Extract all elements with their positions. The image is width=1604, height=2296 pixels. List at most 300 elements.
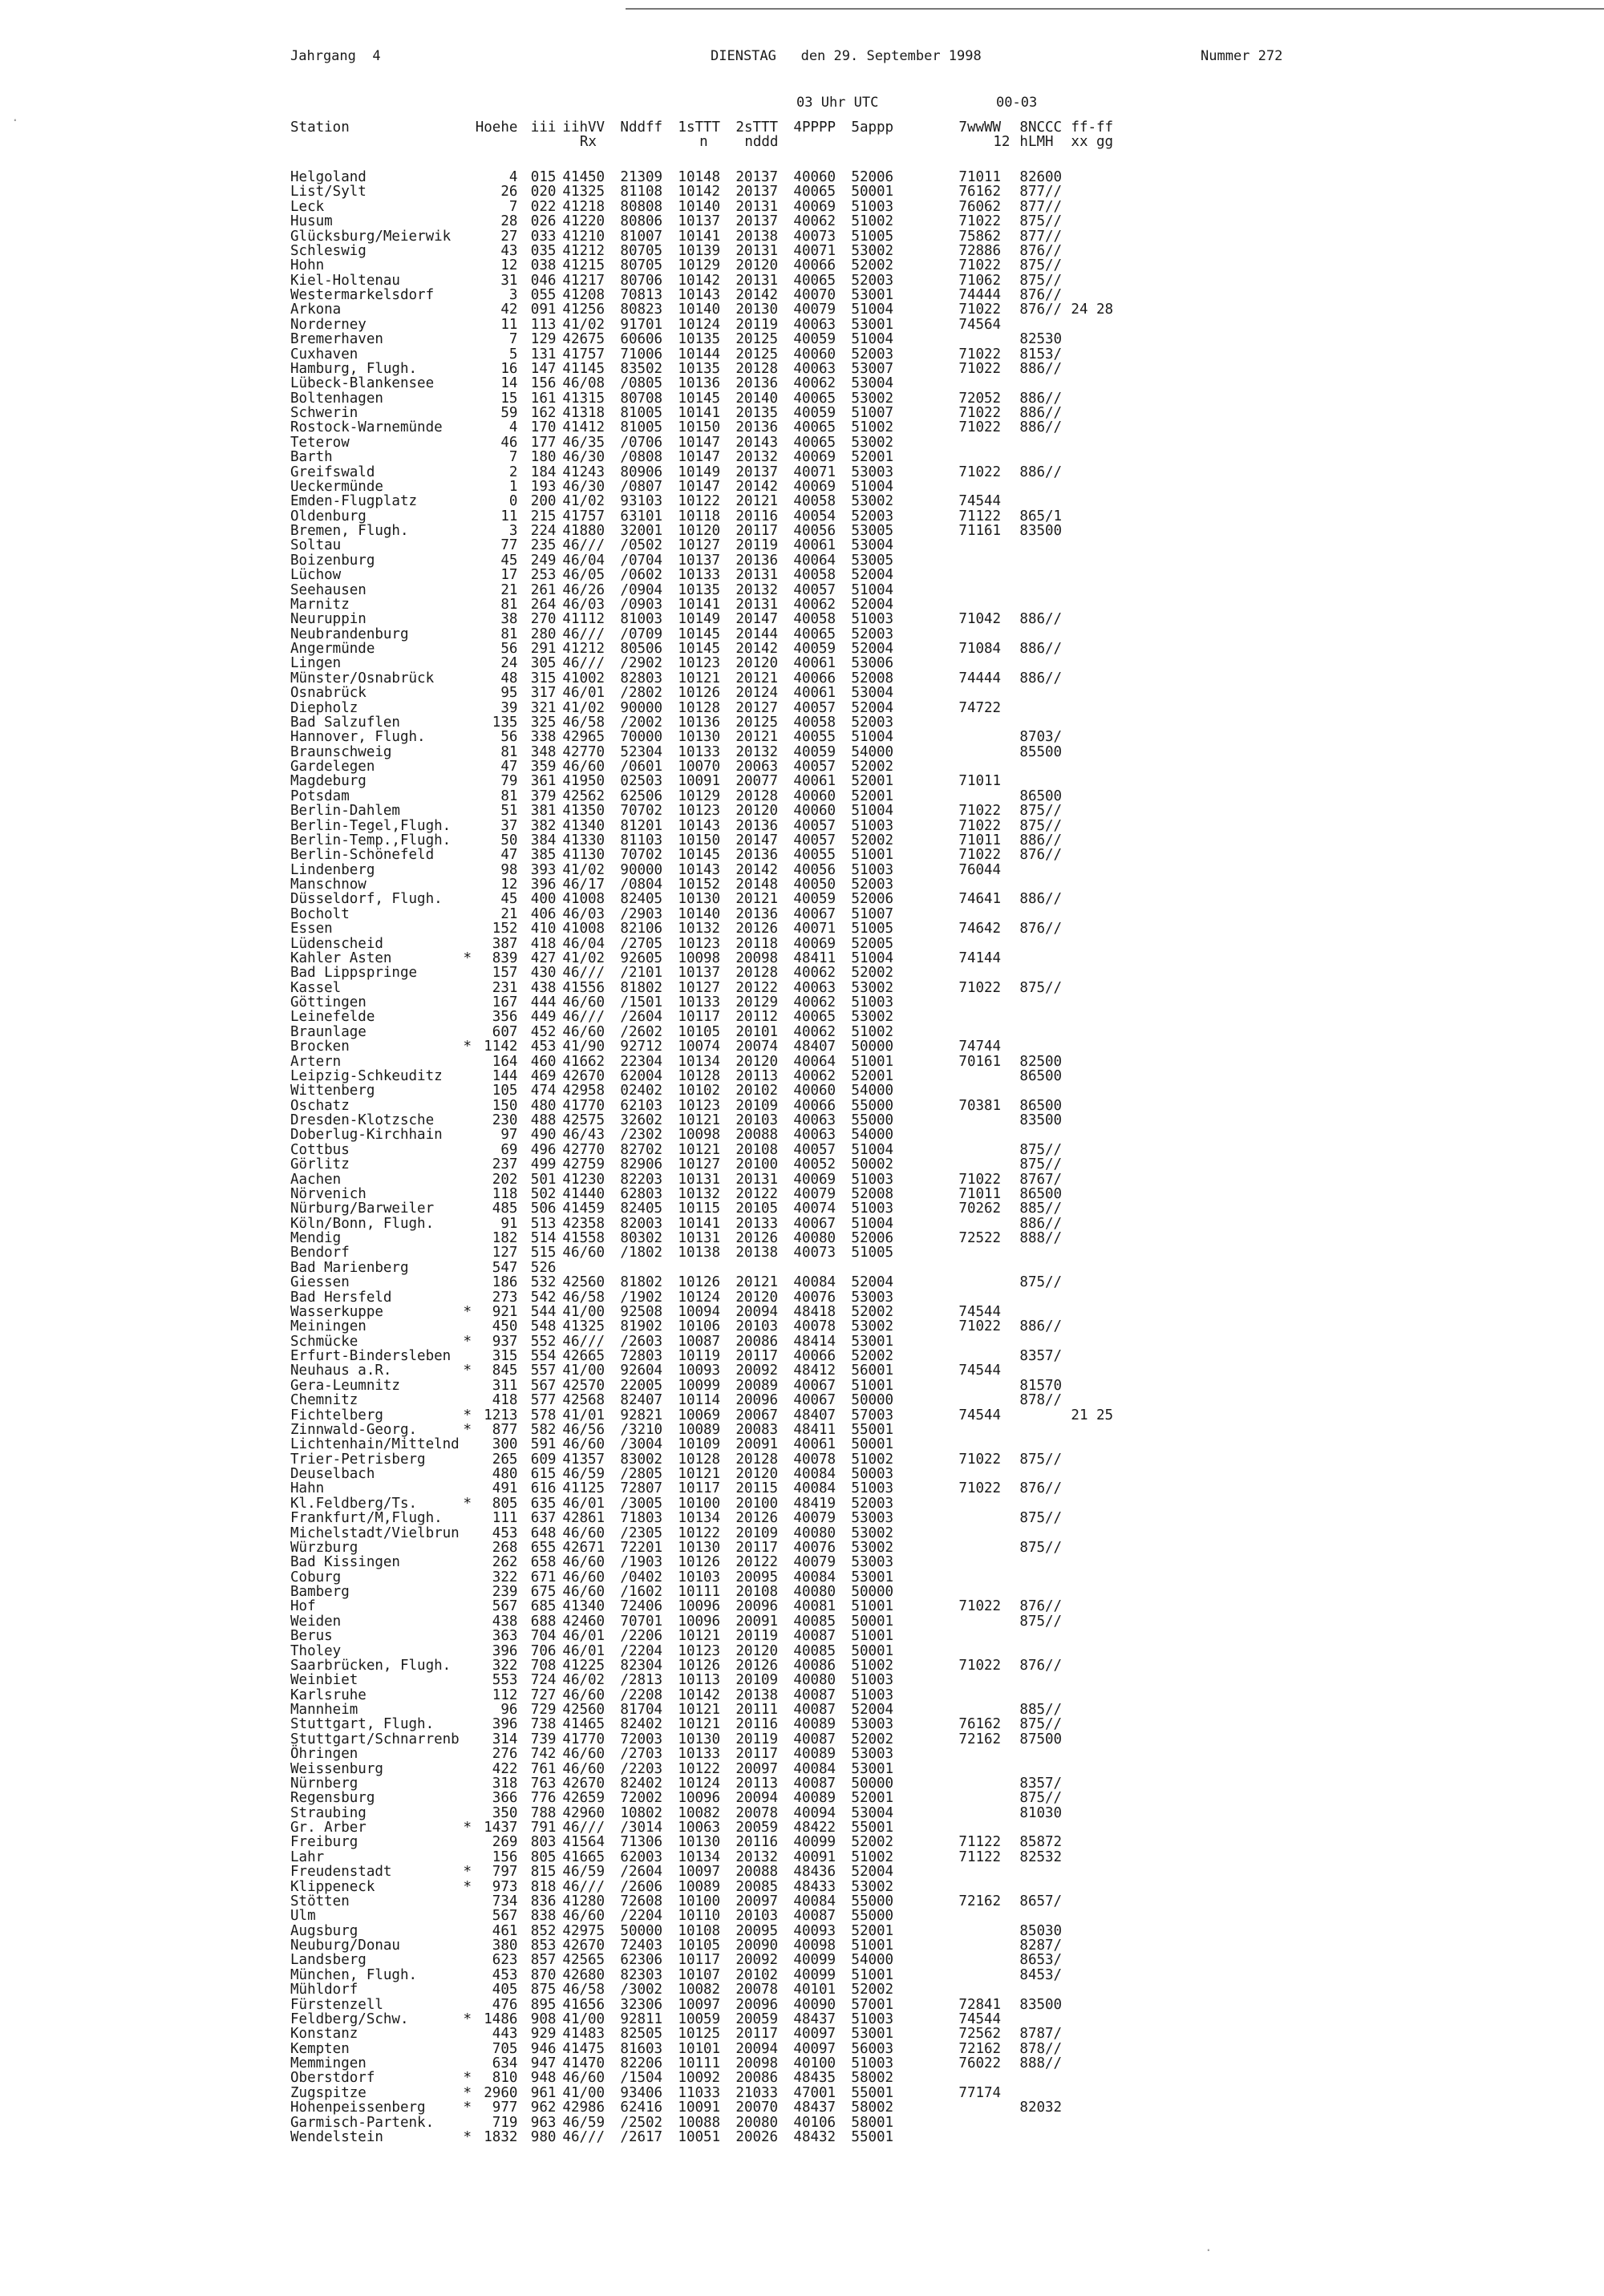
station-name: Kassel <box>290 979 342 996</box>
group-clouds <box>1019 1909 1071 1923</box>
group-weather <box>958 1143 1019 1157</box>
group-weather <box>958 2071 1019 2085</box>
station-marker <box>460 1982 476 1997</box>
group-weather: 71011 <box>958 1185 1002 1202</box>
station-index: 557 <box>530 1363 557 1379</box>
group-clouds: 876// <box>1019 1657 1063 1674</box>
group-temp: 10118 <box>678 508 721 524</box>
group-ihvv: 41950 <box>562 773 606 790</box>
group-weather: 71042 <box>958 611 1002 628</box>
station-name: Wasserkuppe <box>290 1303 383 1320</box>
station-height: 567 <box>492 1908 518 1925</box>
group-weather <box>958 1496 1019 1511</box>
group-dewpoint: 20125 <box>735 714 779 731</box>
group-temp: 10124 <box>678 1289 721 1306</box>
station-name: Teterow <box>290 434 350 451</box>
group-weather: 71022 <box>958 803 1002 820</box>
group-temp: 10128 <box>678 699 721 716</box>
group-nddff: 92604 <box>620 1363 663 1379</box>
group-temp: 10139 <box>678 242 721 259</box>
group-clouds: 81570 <box>1019 1377 1063 1394</box>
group-weather <box>958 1511 1019 1525</box>
group-nddff: 70000 <box>620 729 663 746</box>
group-weather <box>958 1541 1019 1555</box>
group-nddff: 92712 <box>620 1039 663 1055</box>
group-ihvv: 41564 <box>562 1834 606 1851</box>
station-marker <box>460 937 476 951</box>
group-temp: 10130 <box>678 729 721 746</box>
group-weather: 72162 <box>958 2040 1002 2057</box>
group-dewpoint: 20136 <box>735 847 779 864</box>
group-gusts <box>1071 995 1128 1010</box>
station-index: 022 <box>530 198 557 215</box>
group-dewpoint: 20131 <box>735 1171 779 1188</box>
group-pressure: 40078 <box>793 1451 836 1468</box>
group-ihvv: 42562 <box>562 788 606 804</box>
table-row <box>290 2071 1128 2085</box>
group-pressure: 40085 <box>793 1613 836 1630</box>
station-index: 379 <box>530 788 557 804</box>
col-g1: iihVV <box>562 119 606 136</box>
group-tendency: 55000 <box>851 1893 894 1909</box>
station-height: 7 <box>508 449 518 466</box>
group-tendency: 51001 <box>851 1377 894 1394</box>
group-tendency: 51003 <box>851 1201 894 1217</box>
group-ihvv: 41112 <box>562 611 606 628</box>
station-marker <box>460 1055 476 1069</box>
group-pressure: 40064 <box>793 552 836 569</box>
station-name: Seehausen <box>290 581 367 598</box>
group-dewpoint: 20138 <box>735 228 779 245</box>
table-row <box>290 1069 1128 1083</box>
station-name: Essen <box>290 921 333 937</box>
group-dewpoint: 20119 <box>735 537 779 554</box>
group-dewpoint: 20129 <box>735 994 779 1010</box>
station-index: 948 <box>530 2070 557 2087</box>
station-index: 469 <box>530 1067 557 1084</box>
station-name: Braunlage <box>290 1023 367 1040</box>
table-row <box>290 907 1128 921</box>
group-temp: 10122 <box>678 1760 721 1777</box>
group-gusts <box>1071 1128 1128 1142</box>
table-row <box>290 538 1128 553</box>
station-marker <box>460 362 476 376</box>
group-nddff: 82203 <box>620 1171 663 1188</box>
station-index: 235 <box>530 537 557 554</box>
group-nddff: /0807 <box>620 478 663 495</box>
group-weather <box>958 2100 1019 2115</box>
station-index: 852 <box>530 1922 557 1939</box>
group-nddff: 22304 <box>620 1053 663 1070</box>
station-name: Michelstadt/Vielbrun <box>290 1525 460 1541</box>
table-row <box>290 1880 1128 1894</box>
station-name: Straubing <box>290 1804 367 1821</box>
group-gusts <box>1071 1820 1128 1835</box>
station-name: Karlsruhe <box>290 1687 367 1703</box>
group-dewpoint: 20116 <box>735 1716 779 1733</box>
group-temp: 10121 <box>678 1702 721 1718</box>
group-weather: 71022 <box>958 346 1002 362</box>
group-temp: 10126 <box>678 1274 721 1291</box>
station-marker <box>460 1658 476 1673</box>
group-nddff: /0704 <box>620 552 663 569</box>
group-gusts <box>1071 877 1128 892</box>
station-index: 506 <box>530 1201 557 1217</box>
station-name: Stötten <box>290 1893 350 1909</box>
group-pressure: 40093 <box>793 1922 836 1939</box>
group-weather <box>958 1526 1019 1541</box>
group-weather <box>958 1703 1019 1717</box>
station-name: Schmücke <box>290 1333 358 1350</box>
group-ihvv: 41008 <box>562 891 606 908</box>
station-index: 578 <box>530 1407 557 1423</box>
group-dewpoint: 20131 <box>735 272 779 289</box>
group-temp: 10091 <box>678 773 721 790</box>
group-temp: 10121 <box>678 1716 721 1733</box>
station-index: 836 <box>530 1893 557 1909</box>
station-name: Angermünde <box>290 641 375 657</box>
group-tendency: 51003 <box>851 2055 894 2071</box>
station-index: 706 <box>530 1642 557 1659</box>
station-name: Würzburg <box>290 1539 358 1556</box>
table-row <box>290 2042 1128 2056</box>
group-dewpoint: 20131 <box>735 242 779 259</box>
station-marker: * <box>463 1303 472 1320</box>
group-clouds <box>1019 877 1071 892</box>
group-gusts <box>1071 2042 1128 2056</box>
station-height: 31 <box>500 272 518 289</box>
group-nddff: /2208 <box>620 1687 663 1703</box>
group-pressure: 40069 <box>793 1171 836 1188</box>
station-name: Schwerin <box>290 405 358 421</box>
group-tendency: 53004 <box>851 1804 894 1821</box>
group-clouds: 82032 <box>1019 2100 1063 2116</box>
table-row <box>290 597 1128 612</box>
group-ihvv: 46/30 <box>562 449 606 466</box>
station-marker <box>460 804 476 818</box>
group-gusts <box>1071 1467 1128 1481</box>
group-nddff: 80506 <box>620 641 663 657</box>
group-clouds: 875// <box>1019 1790 1063 1807</box>
group-tendency: 53005 <box>851 552 894 569</box>
station-marker <box>460 1128 476 1142</box>
group-gusts <box>1071 1305 1128 1319</box>
group-nddff: 32001 <box>620 523 663 539</box>
station-name: Boizenburg <box>290 552 375 569</box>
group-pressure: 48436 <box>793 1864 836 1881</box>
group-clouds: 86500 <box>1019 788 1063 804</box>
group-weather <box>958 907 1019 921</box>
group-tendency: 53002 <box>851 493 894 510</box>
station-marker <box>460 656 476 670</box>
group-ihvv: 46/59 <box>562 1466 606 1482</box>
station-height: 157 <box>492 965 518 982</box>
station-name: Schleswig <box>290 242 367 259</box>
station-index: 253 <box>530 567 557 584</box>
group-dewpoint: 20080 <box>735 2114 779 2131</box>
group-nddff: /1602 <box>620 1584 663 1600</box>
group-gusts: 21 25 <box>1071 1407 1114 1423</box>
group-tendency: 53007 <box>851 360 894 377</box>
group-gusts <box>1071 332 1128 346</box>
station-index: 875 <box>530 1982 557 1998</box>
group-nddff: 10802 <box>620 1804 663 1821</box>
station-name: Feldberg/Schw. <box>290 2011 409 2027</box>
group-nddff: 62004 <box>620 1067 663 1084</box>
group-pressure: 40059 <box>793 743 836 760</box>
group-dewpoint: 20108 <box>735 1584 779 1600</box>
station-index: 291 <box>530 641 557 657</box>
group-dewpoint: 20142 <box>735 861 779 878</box>
group-gusts <box>1071 273 1128 288</box>
station-index: 980 <box>530 2128 557 2145</box>
group-ihvv: 41465 <box>562 1716 606 1733</box>
group-ihvv: 42975 <box>562 1922 606 1939</box>
station-height: 318 <box>492 1775 518 1792</box>
group-tendency: 52002 <box>851 257 894 274</box>
group-clouds <box>1019 1437 1071 1452</box>
station-name: List/Sylt <box>290 184 367 200</box>
station-index: 738 <box>530 1716 557 1733</box>
group-weather <box>958 715 1019 730</box>
station-marker <box>460 332 476 346</box>
station-index: 381 <box>530 803 557 820</box>
group-pressure: 40061 <box>793 537 836 554</box>
group-ihvv: 46/08 <box>562 375 606 392</box>
group-clouds: 876// <box>1019 242 1063 259</box>
group-weather: 71022 <box>958 1598 1002 1615</box>
station-marker <box>460 406 476 420</box>
group-gusts <box>1071 1113 1128 1128</box>
group-weather: 74544 <box>958 2011 1002 2027</box>
group-nddff: 02503 <box>620 773 663 790</box>
group-nddff: /2802 <box>620 685 663 702</box>
group-dewpoint: 20059 <box>735 1820 779 1836</box>
group-nddff: 93406 <box>620 2084 663 2101</box>
group-dewpoint: 20096 <box>735 1996 779 2013</box>
scan-speck: . <box>11 109 19 124</box>
station-height: 144 <box>492 1067 518 1084</box>
group-pressure: 40052 <box>793 1156 836 1173</box>
station-name: Ulm <box>290 1908 316 1925</box>
station-name: Bad Kissingen <box>290 1554 400 1571</box>
group-nddff: 82405 <box>620 891 663 908</box>
group-clouds: 876// <box>1019 847 1063 864</box>
group-nddff: 82304 <box>620 1657 663 1674</box>
group-tendency: 53001 <box>851 1569 894 1585</box>
group-dewpoint: 20126 <box>735 1657 779 1674</box>
group-gusts <box>1071 1201 1128 1216</box>
station-name: Berlin-Schönefeld <box>290 847 435 864</box>
group-gusts <box>1071 318 1128 332</box>
station-index: 460 <box>530 1053 557 1070</box>
group-temp: 10123 <box>678 1642 721 1659</box>
group-weather <box>958 759 1019 774</box>
table-row <box>290 1791 1128 1805</box>
group-clouds: 876// <box>1019 1480 1063 1497</box>
group-weather <box>958 332 1019 346</box>
group-dewpoint: 20126 <box>735 1230 779 1246</box>
station-height: 315 <box>492 1348 518 1364</box>
group-tendency: 52008 <box>851 670 894 686</box>
group-weather <box>958 1423 1019 1437</box>
table-row <box>290 1570 1128 1585</box>
group-ihvv <box>556 1261 614 1275</box>
station-marker: * <box>463 1864 472 1881</box>
group-clouds: 875// <box>1019 803 1063 820</box>
group-gusts <box>1071 494 1128 508</box>
group-gusts <box>1071 1894 1128 1909</box>
group-nddff: /2203 <box>620 1760 663 1777</box>
group-nddff: /1501 <box>620 994 663 1010</box>
group-ihvv: 41/00 <box>562 1363 606 1379</box>
group-tendency: 52003 <box>851 508 894 524</box>
station-height: 453 <box>492 1966 518 1983</box>
group-pressure: 40086 <box>793 1657 836 1674</box>
group-gusts <box>1071 1231 1128 1245</box>
group-clouds <box>1019 1673 1071 1687</box>
station-index: 853 <box>530 1938 557 1954</box>
station-name: Trier-Petrisberg <box>290 1451 426 1468</box>
group-pressure: 40089 <box>793 1716 836 1733</box>
group-tendency: 53003 <box>851 1510 894 1527</box>
station-marker <box>460 759 476 774</box>
group-gusts <box>1071 406 1128 420</box>
group-pressure: 40061 <box>793 773 836 790</box>
station-height: 491 <box>492 1480 518 1497</box>
station-height: 418 <box>492 1392 518 1409</box>
group-gusts <box>1071 1850 1128 1865</box>
group-temp: 10098 <box>678 1127 721 1144</box>
group-ihvv: 41/00 <box>562 2084 606 2101</box>
group-gusts <box>1071 848 1128 862</box>
group-gusts <box>1071 553 1128 568</box>
station-name: Köln/Bonn, Flugh. <box>290 1215 435 1232</box>
station-name: Kempten <box>290 2040 350 2057</box>
group-clouds: 877// <box>1019 198 1063 215</box>
station-marker: * <box>463 1407 472 1423</box>
group-dewpoint: 20121 <box>735 729 779 746</box>
station-index: 908 <box>530 2011 557 2027</box>
station-index: 544 <box>530 1303 557 1320</box>
group-weather: 74444 <box>958 287 1002 303</box>
group-weather <box>958 1245 1019 1260</box>
group-gusts <box>1071 937 1128 951</box>
group-tendency: 52002 <box>851 1303 894 1320</box>
group-nddff: /2604 <box>620 1009 663 1026</box>
group-pressure: 40065 <box>793 390 836 407</box>
group-weather <box>958 1379 1019 1393</box>
group-temp: 10143 <box>678 817 721 834</box>
station-index: 325 <box>530 714 557 731</box>
station-index: 609 <box>530 1451 557 1468</box>
station-marker <box>460 1644 476 1658</box>
group-ihvv: 46/60 <box>562 759 606 775</box>
group-tendency: 51002 <box>851 1023 894 1040</box>
group-ihvv: 41325 <box>562 184 606 200</box>
table-row <box>290 2116 1128 2130</box>
group-clouds <box>1019 656 1071 670</box>
group-gusts <box>1071 745 1128 759</box>
group-pressure: 40062 <box>793 596 836 613</box>
table-row <box>290 1555 1128 1569</box>
group-weather: 76162 <box>958 184 1002 200</box>
station-index: 962 <box>530 2100 557 2116</box>
group-gusts <box>1071 258 1128 273</box>
group-clouds: 875// <box>1019 1613 1063 1630</box>
station-marker: * <box>463 1039 472 1055</box>
group-dewpoint: 20132 <box>735 581 779 598</box>
group-dewpoint: 20138 <box>735 1245 779 1261</box>
table-row <box>290 1835 1128 1849</box>
group-clouds <box>1019 1585 1071 1599</box>
group-temp: 10091 <box>678 2100 721 2116</box>
group-pressure: 40059 <box>793 331 836 348</box>
group-ihvv: 41/02 <box>562 950 606 966</box>
station-name: Artern <box>290 1053 342 1070</box>
group-temp: 10082 <box>678 1804 721 1821</box>
group-clouds <box>1019 2012 1071 2027</box>
group-gusts <box>1071 1025 1128 1039</box>
group-ihvv: 41475 <box>562 2040 606 2057</box>
group-temp: 10111 <box>678 2055 721 2071</box>
station-marker <box>460 1025 476 1039</box>
station-index: 129 <box>530 331 557 348</box>
station-height: 363 <box>492 1628 518 1645</box>
table-row <box>290 1217 1128 1231</box>
group-ihvv: 41556 <box>562 979 606 996</box>
station-name: Bad Salzuflen <box>290 714 400 731</box>
group-clouds <box>1019 951 1071 966</box>
group-ihvv: 46/// <box>562 626 606 642</box>
station-index: 727 <box>530 1687 557 1703</box>
group-tendency: 53002 <box>851 1525 894 1541</box>
group-nddff: /2502 <box>620 2114 663 2131</box>
group-nddff: 62003 <box>620 1849 663 1865</box>
group-pressure: 40057 <box>793 817 836 834</box>
station-marker <box>460 376 476 391</box>
group-pressure: 40066 <box>793 1348 836 1364</box>
station-height: 47 <box>500 759 518 775</box>
group-weather <box>958 1113 1019 1128</box>
group-nddff: /3210 <box>620 1421 663 1438</box>
group-weather: 71022 <box>958 979 1002 996</box>
group-ihvv: 42986 <box>562 2100 606 2116</box>
table-row <box>290 1998 1128 2012</box>
station-index: 552 <box>530 1333 557 1350</box>
group-pressure: 40076 <box>793 1289 836 1306</box>
group-gusts <box>1071 1526 1128 1541</box>
group-dewpoint: 20095 <box>735 1569 779 1585</box>
station-name: Berus <box>290 1628 333 1645</box>
group-clouds <box>1019 1039 1071 1054</box>
group-nddff: 92811 <box>620 2011 663 2027</box>
station-index: 515 <box>530 1245 557 1261</box>
group-temp: 10148 <box>678 169 721 185</box>
group-clouds <box>1019 1083 1071 1098</box>
group-dewpoint: 20100 <box>735 1156 779 1173</box>
col-g4-sub: nddd <box>744 134 779 150</box>
group-nddff: /2002 <box>620 714 663 731</box>
station-name: Düsseldorf, Flugh. <box>290 891 443 908</box>
group-gusts <box>1071 420 1128 435</box>
group-pressure: 40050 <box>793 877 836 893</box>
group-ihvv: 41/02 <box>562 493 606 510</box>
group-ihvv: 46/// <box>562 1009 606 1026</box>
station-index: 637 <box>530 1510 557 1527</box>
table-row <box>290 480 1128 494</box>
synop-table <box>290 120 1128 2144</box>
